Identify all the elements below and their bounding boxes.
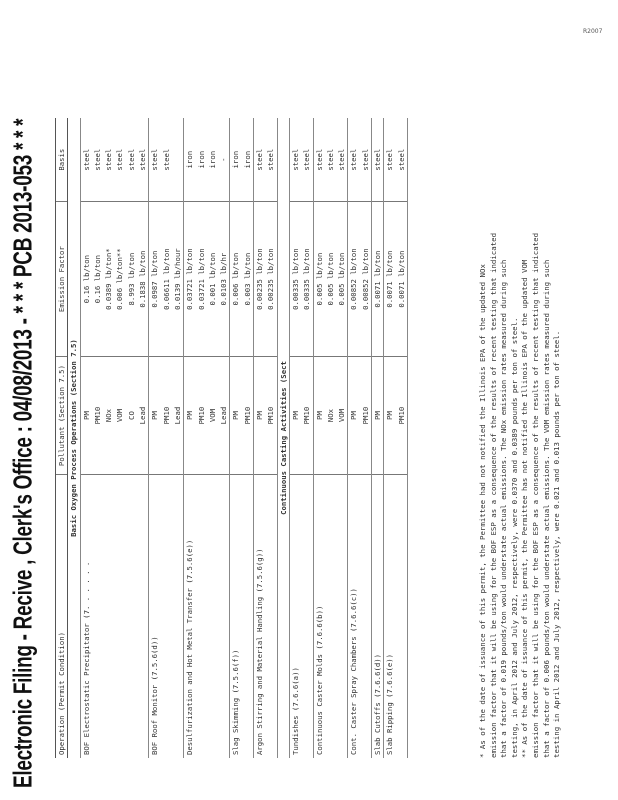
table-row bbox=[301, 118, 313, 758]
table-row bbox=[172, 118, 184, 758]
operation-cell bbox=[265, 475, 277, 758]
operation-cell bbox=[396, 475, 408, 758]
footnote-text: * As of the date of issuance of this permit, the Permittee had not notified the Illinois EPA of the updated NOx emission factor that it will be using for the BOF ESP as a consequence of the results of recent testing that indicated that a factor of 0.019 pounds/ton would understate actual emissions. The NOx emission rates measured during such testing, in April 2012 and July 2012, respectively, were 0.0370 and 0.0389 pounds per ton of steel. ** As of the date of issuance of this permit, the Permittee has not notified the Illinois EPA of the updated VOM emission factor that it will be using for the BOF ESP as a consequence of the results of recent testing that indicated that a factor of 0.006 pounds/ton would understate actual emissions. The VOM emission rates measured during such testing in April 2012 and July 2012, respectively, were 0.021 and 0.013 pounds per ton of steel. bbox=[478, 232, 562, 758]
table-row bbox=[396, 118, 408, 758]
emission-factor-cell: 8.993 lb/ton bbox=[126, 202, 137, 357]
basis-cell: steel bbox=[384, 118, 396, 202]
emission-factor-cell: 0.03721 lb/ton bbox=[196, 202, 207, 357]
emission-factor-cell: 0.0103 lb/hr bbox=[218, 202, 230, 357]
emission-factor-cell: 0.00235 lb/ton bbox=[254, 202, 266, 357]
section-title-text: Continuous Casting Activities (Sect bbox=[277, 118, 289, 758]
basis-cell: steel bbox=[336, 118, 348, 202]
table-row bbox=[126, 118, 137, 758]
table-row bbox=[242, 118, 254, 758]
operation-cell bbox=[301, 475, 313, 758]
emission-factor-cell: 0.00235 lb/ton bbox=[265, 202, 277, 357]
table-row bbox=[289, 118, 301, 758]
emission-factor-cell: 0.00852 lb/ton bbox=[348, 202, 360, 357]
operation-cell bbox=[126, 475, 137, 758]
basis-cell: iron bbox=[207, 118, 218, 202]
section-title-bof bbox=[68, 118, 80, 758]
pollutant-cell: NOx bbox=[103, 356, 114, 474]
operation-cell bbox=[336, 475, 348, 758]
emission-factor-cell: 0.003 lb/ton bbox=[242, 202, 254, 357]
table-row bbox=[360, 118, 372, 758]
pollutant-cell: PM10 bbox=[396, 356, 408, 474]
basis-cell bbox=[172, 118, 184, 202]
pollutant-cell: PM10 bbox=[92, 356, 103, 474]
operation-cell: Cont. Caster Spray Chambers (7.6.6(c)) bbox=[349, 588, 359, 755]
basis-cell: steel bbox=[265, 118, 277, 202]
table-row bbox=[372, 118, 384, 758]
emission-factor-cell: 0.03721 lb/ton bbox=[184, 202, 196, 357]
emission-factor-cell: 0.0071 lb/ton bbox=[396, 202, 408, 357]
pollutant-cell: VOM bbox=[114, 356, 125, 474]
section-title-text: Basic Oxygen Process Operations (Section 7.5) bbox=[68, 118, 80, 758]
basis-cell: steel bbox=[149, 118, 161, 202]
basis-cell: steel bbox=[114, 118, 125, 202]
basis-cell: iron bbox=[230, 118, 242, 202]
emission-factor-cell: 0.0139 lb/hour bbox=[172, 202, 184, 357]
operation-cell bbox=[325, 475, 336, 758]
operation-cell bbox=[92, 475, 103, 758]
basis-cell: iron bbox=[184, 118, 196, 202]
emission-factor-cell: 0.0071 lb/ton bbox=[384, 202, 396, 357]
emission-factor-cell: 0.16 lb/ton bbox=[92, 202, 103, 357]
pollutant-cell: Lead bbox=[137, 356, 149, 474]
emission-factor-cell: 0.16 lb/ton bbox=[80, 202, 92, 357]
header-emission-factor: Emission Factor bbox=[56, 202, 68, 357]
emission-factor-cell: 0.0071 lb/ton bbox=[372, 202, 384, 357]
table-row bbox=[230, 118, 242, 758]
pollutant-cell: PM bbox=[80, 356, 92, 474]
pollutant-cell: VOM bbox=[207, 356, 218, 474]
pollutant-cell: NOx bbox=[325, 356, 336, 474]
header-operation: Operation (Permit Condition) bbox=[56, 475, 68, 758]
pollutant-cell: PM bbox=[372, 356, 384, 474]
emission-factor-cell: 0.1838 lb/ton bbox=[137, 202, 149, 357]
operation-cell bbox=[207, 475, 218, 758]
table-row bbox=[384, 118, 396, 758]
table-body bbox=[68, 118, 408, 758]
emission-factor-cell: 0.005 lb/ton bbox=[336, 202, 348, 357]
table-row bbox=[92, 118, 103, 758]
operation-cell bbox=[161, 475, 172, 758]
basis-cell: steel bbox=[289, 118, 301, 202]
header-pollutant: Pollutant (Section 7.5) bbox=[56, 356, 68, 474]
operation-cell: Continuous Caster Molds (7.6.6(b)) bbox=[314, 605, 324, 755]
operation-cell bbox=[242, 475, 254, 758]
operation-cell bbox=[218, 475, 230, 758]
table-row bbox=[103, 118, 114, 758]
pollutant-cell: VOM bbox=[336, 356, 348, 474]
emission-factor-cell: 0.0389 lb/ton* bbox=[103, 202, 114, 357]
basis-cell: - bbox=[218, 118, 230, 202]
pollutant-cell: PM bbox=[149, 356, 161, 474]
table-row bbox=[80, 118, 92, 758]
basis-cell: steel bbox=[161, 118, 172, 202]
table-row bbox=[313, 118, 325, 758]
basis-cell: steel bbox=[126, 118, 137, 202]
pollutant-cell: PM bbox=[289, 356, 301, 474]
basis-cell: steel bbox=[254, 118, 266, 202]
basis-cell: steel bbox=[325, 118, 336, 202]
table-row bbox=[348, 118, 360, 758]
emission-factor-cell: 0.001 lb/ton bbox=[207, 202, 218, 357]
pollutant-cell: PM10 bbox=[265, 356, 277, 474]
basis-cell: steel bbox=[360, 118, 372, 202]
emission-factor-cell: 0.00852 lb/ton bbox=[360, 202, 372, 357]
operation-cell bbox=[137, 475, 149, 758]
basis-cell: steel bbox=[103, 118, 114, 202]
operation-cell: Slag Skimming (7.5.6(f)) bbox=[231, 649, 241, 755]
emission-factor-cell: 0.00335 lb/ton bbox=[289, 202, 301, 357]
table-row bbox=[207, 118, 218, 758]
operation-cell bbox=[103, 475, 114, 758]
table-row bbox=[254, 118, 266, 758]
page-corner-mark: R2007 bbox=[583, 28, 603, 35]
emission-factor-cell: 0.006 lb/ton** bbox=[114, 202, 125, 357]
operation-cell bbox=[196, 475, 207, 758]
pollutant-cell: PM10 bbox=[301, 356, 313, 474]
emission-factor-cell: 0.005 lb/ton bbox=[313, 202, 325, 357]
table-row bbox=[196, 118, 207, 758]
table-row bbox=[336, 118, 348, 758]
basis-cell: steel bbox=[313, 118, 325, 202]
section-title-ccm bbox=[277, 118, 289, 758]
operation-cell bbox=[114, 475, 125, 758]
pollutant-cell: PM10 bbox=[196, 356, 207, 474]
basis-cell: steel bbox=[80, 118, 92, 202]
emission-factor-cell: 0.006 lb/ton bbox=[230, 202, 242, 357]
pollutant-cell: Lead bbox=[172, 356, 184, 474]
operation-cell: Argon Stirring and Material Handling (7.5.6(g)) bbox=[255, 548, 265, 755]
pollutant-cell: PM bbox=[348, 356, 360, 474]
emission-factor-cell: 0.005 lb/ton bbox=[325, 202, 336, 357]
table-row bbox=[149, 118, 161, 758]
table-row bbox=[265, 118, 277, 758]
pollutant-cell: PM10 bbox=[360, 356, 372, 474]
pollutant-cell: CO bbox=[126, 356, 137, 474]
basis-cell: steel bbox=[301, 118, 313, 202]
operation-cell: Slab Ripping (7.6.6(e)) bbox=[385, 653, 395, 755]
basis-cell: iron bbox=[242, 118, 254, 202]
pollutant-cell: PM bbox=[313, 356, 325, 474]
basis-cell: steel bbox=[372, 118, 384, 202]
table-row bbox=[184, 118, 196, 758]
emission-factor-cell: 0.0987 lb/ton bbox=[149, 202, 161, 357]
operation-cell: Desulfurization and Hot Metal Transfer (7.5.6(e)) bbox=[185, 539, 195, 755]
pollutant-cell: PM10 bbox=[161, 356, 172, 474]
operation-cell: Tundishes (7.6.6(a)) bbox=[290, 667, 300, 755]
table-row bbox=[161, 118, 172, 758]
pollutant-cell: PM10 bbox=[242, 356, 254, 474]
table-row bbox=[218, 118, 230, 758]
emission-factor-table bbox=[55, 118, 408, 758]
basis-cell: steel bbox=[396, 118, 408, 202]
table-row bbox=[137, 118, 149, 758]
basis-cell: steel bbox=[92, 118, 103, 202]
rotated-page bbox=[10, 88, 580, 788]
operation-cell bbox=[360, 475, 372, 758]
basis-cell: iron bbox=[196, 118, 207, 202]
pollutant-cell: PM bbox=[184, 356, 196, 474]
header-basis: Basis bbox=[56, 118, 68, 202]
operation-cell bbox=[172, 475, 184, 758]
pollutant-cell: PM bbox=[230, 356, 242, 474]
operation-cell: Slab Cutoffs (7.6.6(d)) bbox=[372, 475, 384, 758]
table-row bbox=[114, 118, 125, 758]
operation-cell: BOF Electrostatic Precipitator (7. . . . . . bbox=[81, 561, 91, 755]
basis-cell: steel bbox=[137, 118, 149, 202]
emission-factor-cell: 0.00335 lb/ton bbox=[301, 202, 313, 357]
basis-cell: steel bbox=[348, 118, 360, 202]
pollutant-cell: Lead bbox=[218, 356, 230, 474]
table-row bbox=[325, 118, 336, 758]
electronic-filing-stamp: Electronic Filing - Recive , Clerk's Office : 04/08/2013 - * * * PCB 2013-053 * * * bbox=[10, 118, 39, 788]
operation-cell: BOF Roof Monitor (7.5.6(d)) bbox=[150, 636, 160, 755]
pollutant-cell: PM bbox=[384, 356, 396, 474]
emission-factor-cell: 0.06611 lb/ton bbox=[161, 202, 172, 357]
pollutant-cell: PM bbox=[254, 356, 266, 474]
table-header-row bbox=[56, 118, 68, 758]
